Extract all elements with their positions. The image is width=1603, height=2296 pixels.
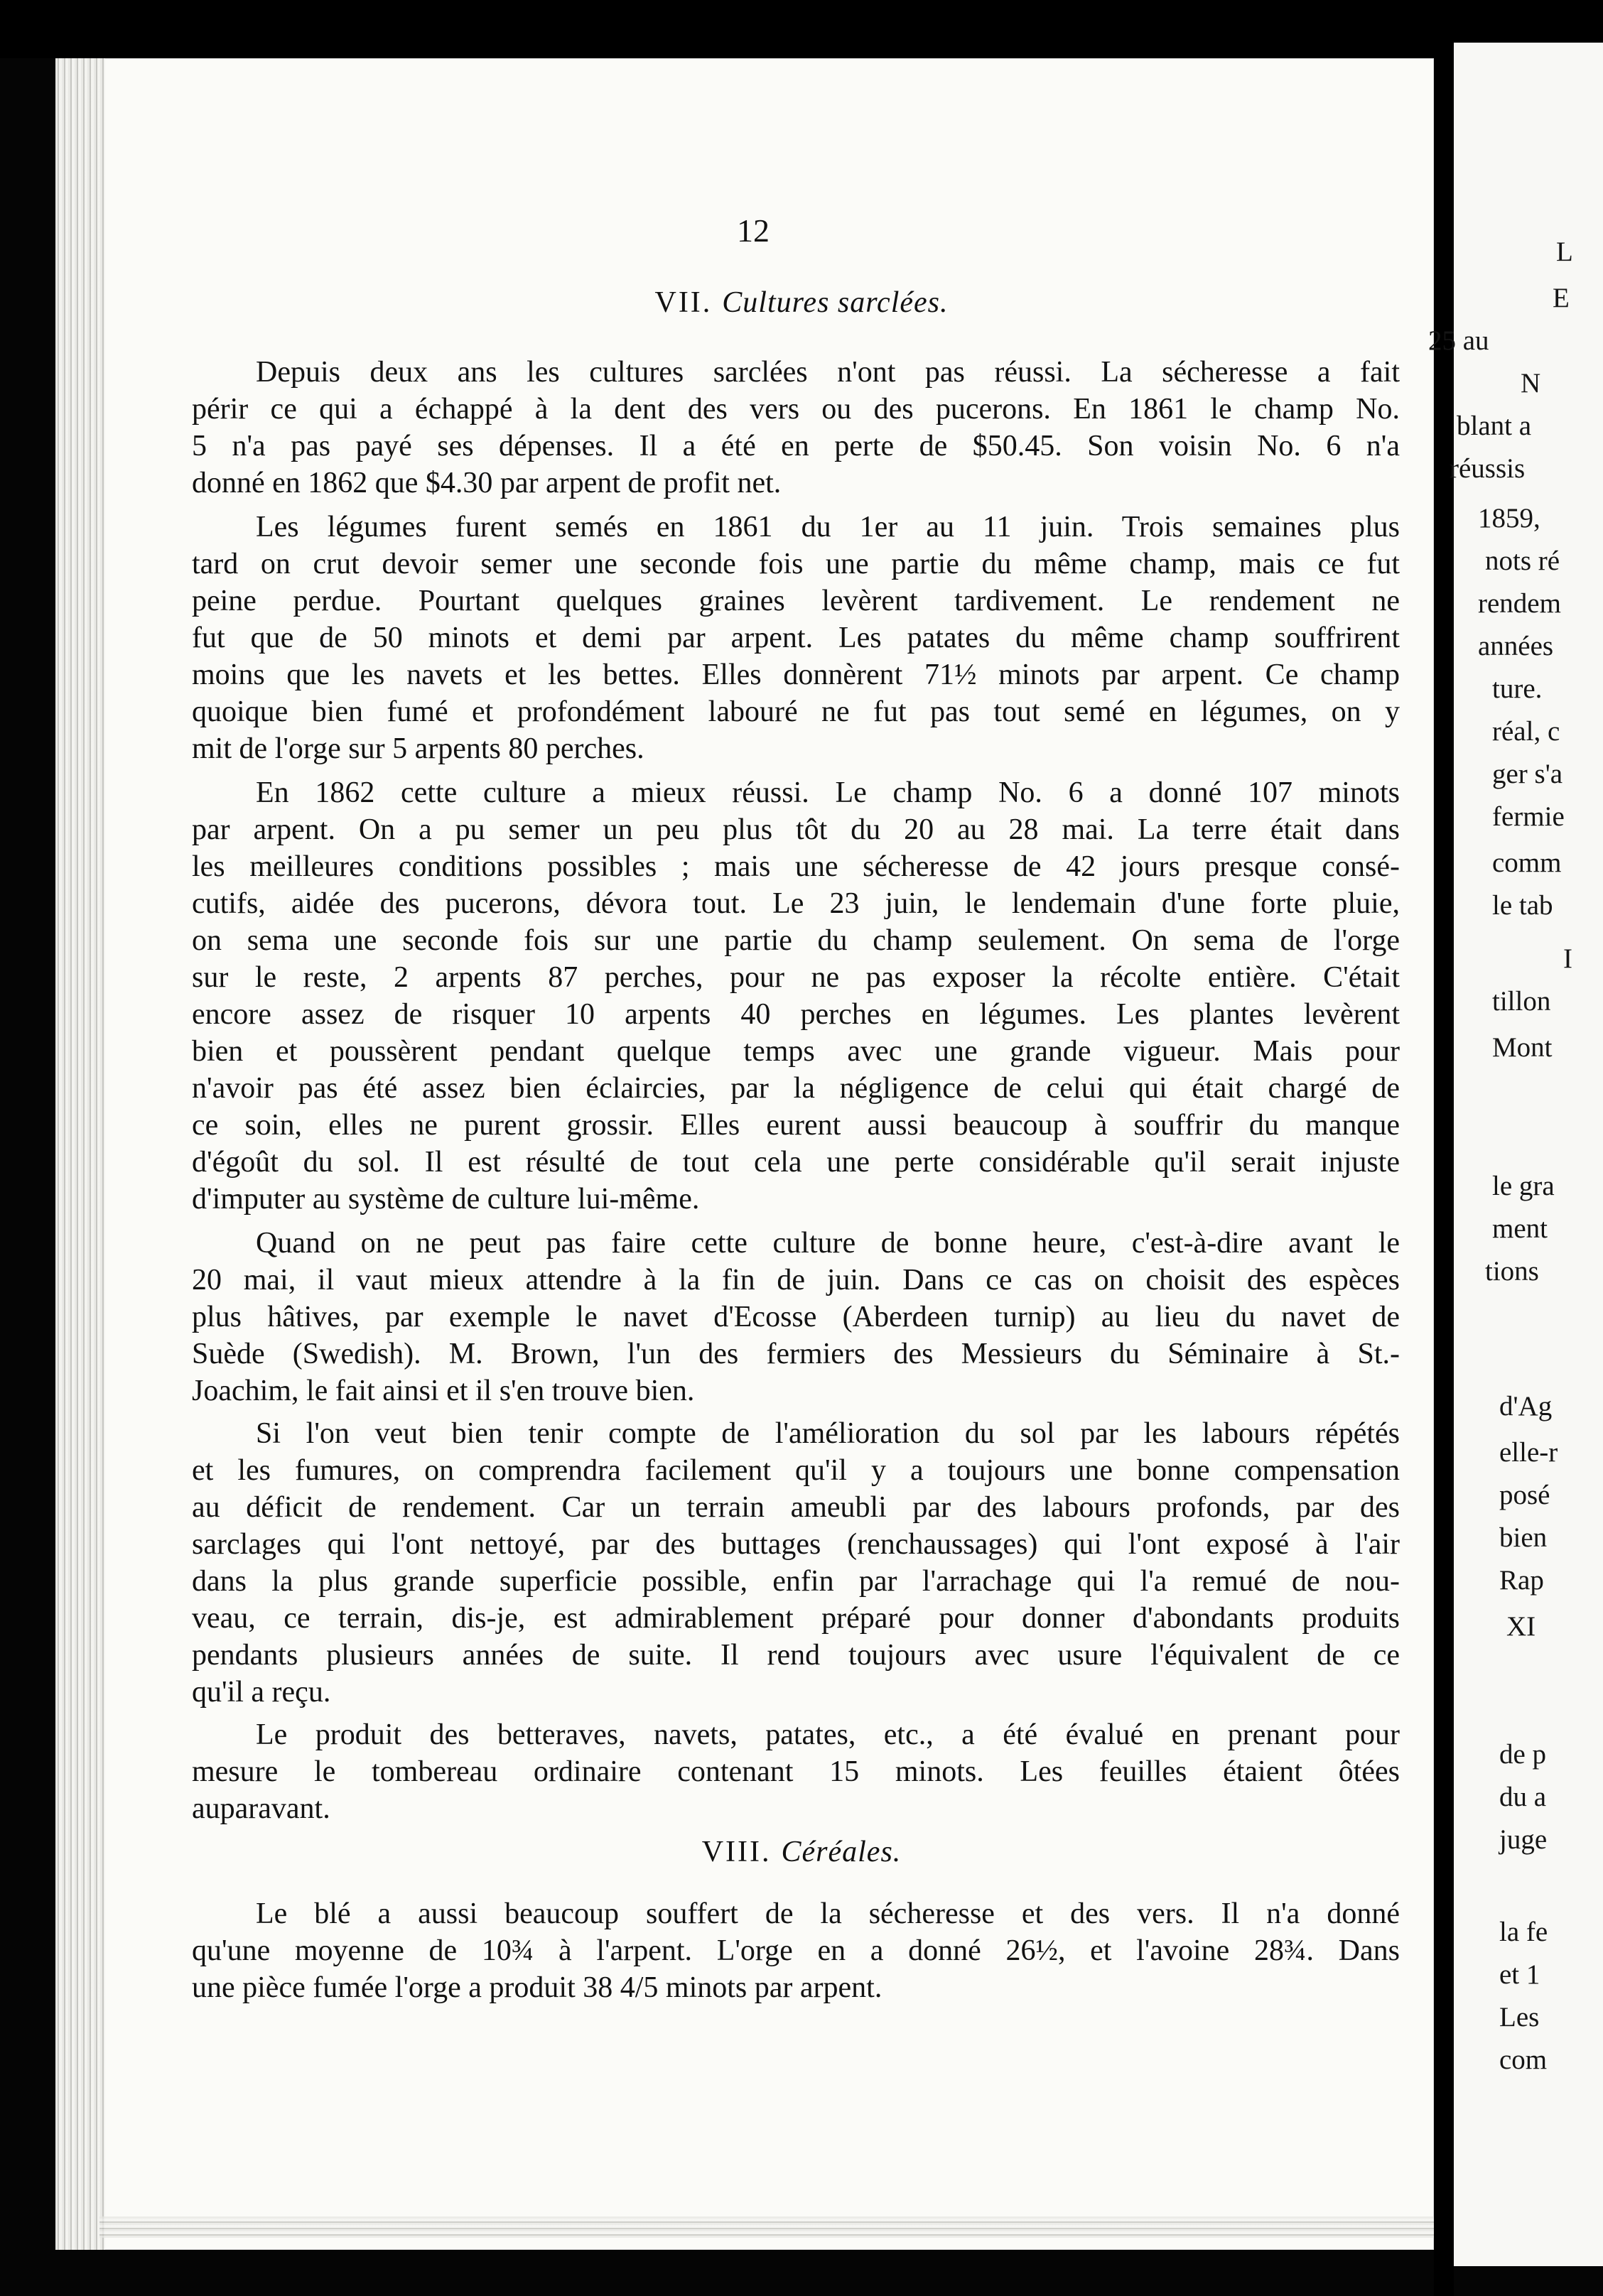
facing-page-line: N — [1521, 368, 1541, 399]
facing-page-line: posé — [1499, 1480, 1550, 1510]
book-gutter — [1434, 28, 1454, 2296]
paragraph — [192, 509, 1400, 767]
text-line: 5 n'a pas payé ses dépenses. Il a été en perte de $50.45. Son voisin No. 6 n'a — [192, 430, 1400, 462]
text-line: donné en 1862 que $4.30 par arpent de profit net. — [192, 467, 782, 499]
facing-page-line: Mont — [1492, 1032, 1553, 1063]
facing-page-line: bien — [1499, 1522, 1548, 1553]
text-line: tard on crut devoir semer une seconde fois une partie du même champ, mais ce fut — [192, 548, 1400, 580]
facing-page-line: XI — [1506, 1611, 1536, 1642]
scan-border-top — [0, 0, 1603, 58]
page-stack-edges-bottom — [99, 2216, 1434, 2238]
facing-page-line: tillon — [1492, 986, 1551, 1017]
facing-page-line: et 1 — [1499, 1959, 1540, 1990]
section-body-viii — [192, 1895, 1400, 2006]
section-heading-viii — [0, 1835, 1603, 1869]
text-line: Suède (Swedish). M. Brown, l'un des fermiers des Messieurs du Séminaire à St.- — [192, 1338, 1400, 1370]
text-line: Depuis deux ans les cultures sarclées n'ont pas réussi. La sécheresse a fait — [256, 356, 1400, 389]
text-line: pendants plusieurs années de suite. Il rend toujours avec usure l'équivalent de ce — [192, 1639, 1400, 1672]
facing-page-line: ture. — [1492, 673, 1543, 704]
paragraph — [192, 774, 1400, 1218]
text-line: dans la plus grande superficie possible, enfin par l'arrachage qui l'a remué de nou- — [192, 1565, 1400, 1598]
section-title: Céréales. — [781, 1836, 902, 1868]
text-line: d'imputer au système de culture lui-même. — [192, 1183, 700, 1215]
facing-page-line: com — [1499, 2045, 1548, 2075]
text-line: sur le reste, 2 arpents 87 perches, pour ne pas exposer la récolte entière. C'était — [192, 961, 1400, 994]
facing-page-line: I — [1563, 943, 1572, 974]
text-line: Le produit des betteraves, navets, patates, etc., a été évalué en prenant pour — [256, 1718, 1400, 1751]
facing-page-line: années — [1478, 631, 1554, 661]
paragraph — [192, 1225, 1400, 1409]
facing-page-line: d'Ag — [1499, 1391, 1553, 1422]
facing-page-line: ment — [1492, 1213, 1548, 1244]
page-stack-edges — [55, 58, 105, 2250]
text-line: on sema une seconde fois sur une partie du champ seulement. On sema de l'orge — [192, 924, 1400, 957]
text-line: ce soin, elles ne purent grossir. Elles eurent aussi beaucoup à souffrir du manque — [192, 1109, 1400, 1142]
section-title: Cultures sarclées. — [722, 286, 949, 319]
facing-page-line: réussis — [1450, 453, 1526, 484]
facing-page-line: le tab — [1492, 890, 1553, 921]
facing-page-line: elle-r — [1499, 1437, 1558, 1468]
facing-page-line: L — [1556, 237, 1573, 267]
paragraph — [192, 1895, 1400, 2006]
text-line: et les fumures, on comprendra facilement qu'il y a toujours une bonne compensation — [192, 1454, 1400, 1487]
text-line: Joachim, le fait ainsi et il s'en trouve bien. — [192, 1375, 695, 1407]
facing-page-line: tions — [1485, 1256, 1539, 1287]
text-line: encore assez de risquer 10 arpents 40 perches en légumes. Les plantes levèrent — [192, 998, 1400, 1031]
facing-page-line: blant a — [1457, 411, 1532, 441]
facing-page-line: rendem — [1478, 588, 1561, 619]
section-numeral: VII. — [654, 286, 713, 319]
text-line: moins que les navets et les bettes. Elles donnèrent 71½ minots par arpent. Ce champ — [192, 659, 1400, 691]
facing-page-line: 1859, — [1478, 503, 1540, 534]
text-line: mit de l'orge sur 5 arpents 80 perches. — [192, 732, 644, 765]
text-line: auparavant. — [192, 1792, 330, 1825]
paragraph — [192, 1716, 1400, 1827]
facing-page — [1428, 43, 1603, 2266]
text-line: les meilleures conditions possibles ; mais une sécheresse de 42 jours presque consé- — [192, 850, 1400, 883]
facing-page-line: 25 au — [1428, 325, 1489, 356]
section-heading-vii — [0, 283, 1603, 320]
text-line: d'égoût du sol. Il est résulté de tout cela une perte considérable qu'il serait injuste — [192, 1146, 1400, 1179]
facing-page-line: ger s'a — [1492, 759, 1563, 789]
facing-page-line: la fe — [1499, 1917, 1548, 1947]
facing-page-line: réal, c — [1492, 716, 1560, 747]
facing-page-line: Rap — [1499, 1565, 1544, 1596]
text-line: Si l'on veut bien tenir compte de l'amélioration du sol par les labours répétés — [256, 1417, 1400, 1450]
text-line: qu'il a reçu. — [192, 1676, 331, 1709]
facing-page-line: comm — [1492, 848, 1562, 878]
text-line: Le blé a aussi beaucoup souffert de la sécheresse et des vers. Il n'a donné — [256, 1897, 1400, 1930]
text-line: veau, ce terrain, dis-je, est admirablement préparé pour donner d'abondants produits — [192, 1602, 1400, 1635]
paragraph — [192, 354, 1400, 502]
facing-page-line: le gra — [1492, 1171, 1555, 1201]
text-line: Les légumes furent semés en 1861 du 1er au 11 juin. Trois semaines plus — [256, 511, 1400, 543]
text-line: périr ce qui a échappé à la dent des vers ou des pucerons. En 1861 le champ No. — [192, 393, 1400, 426]
text-line: bien et poussèrent pendant quelque temps avec une grande vigueur. Mais pour — [192, 1035, 1400, 1068]
paragraph — [192, 1415, 1400, 1711]
text-line: plus hâtives, par exemple le navet d'Ecosse (Aberdeen turnip) au lieu du navet de — [192, 1301, 1400, 1333]
text-line: 20 mai, il vaut mieux attendre à la fin de juin. Dans ce cas on choisit des espèces — [192, 1264, 1400, 1296]
page-number: 12 — [737, 212, 770, 249]
section-body-vii — [192, 354, 1400, 1827]
facing-page-line: fermie — [1492, 801, 1565, 832]
text-line: sarclages qui l'ont nettoyé, par des buttages (renchaussages) qui l'ont exposé à l'air — [192, 1528, 1400, 1561]
facing-page-line: de p — [1499, 1739, 1547, 1770]
text-line: fut que de 50 minots et demi par arpent. Les patates du même champ souffrirent — [192, 622, 1400, 654]
text-line: par arpent. On a pu semer un peu plus tôt du 20 au 28 mai. La terre était dans — [192, 813, 1400, 846]
facing-page-line: E — [1553, 283, 1570, 313]
text-line: En 1862 cette culture a mieux réussi. Le champ No. 6 a donné 107 minots — [256, 776, 1400, 809]
text-line: au déficit de rendement. Car un terrain ameubli par des labours profonds, par des — [192, 1491, 1400, 1524]
text-line: qu'une moyenne de 10¾ à l'arpent. L'orge en a donné 26½, et l'avoine 28¾. Dans — [192, 1934, 1400, 1967]
text-line: Quand on ne peut pas faire cette culture de bonne heure, c'est-à-dire avant le — [256, 1227, 1400, 1260]
facing-page-line: Les — [1499, 2002, 1540, 2032]
text-line: mesure le tombereau ordinaire contenant 15 minots. Les feuilles étaient ôtées — [192, 1755, 1400, 1788]
facing-page-line: juge — [1499, 1824, 1548, 1855]
facing-page-line: du a — [1499, 1782, 1547, 1812]
text-line: n'avoir pas été assez bien éclaircies, par la négligence de celui qui était chargé de — [192, 1072, 1400, 1105]
facing-page-line: nots ré — [1485, 546, 1560, 576]
text-line: quoique bien fumé et profondément labouré ne fut pas tout semé en légumes, on y — [192, 695, 1400, 728]
text-line: peine perdue. Pourtant quelques graines levèrent tardivement. Le rendement ne — [192, 585, 1400, 617]
section-numeral: VIII. — [701, 1836, 772, 1868]
text-line: une pièce fumée l'orge a produit 38 4/5 minots par arpent. — [192, 1971, 883, 2004]
text-line: cutifs, aidée des pucerons, dévora tout. Le 23 juin, le lendemain d'une forte pluie, — [192, 887, 1400, 920]
